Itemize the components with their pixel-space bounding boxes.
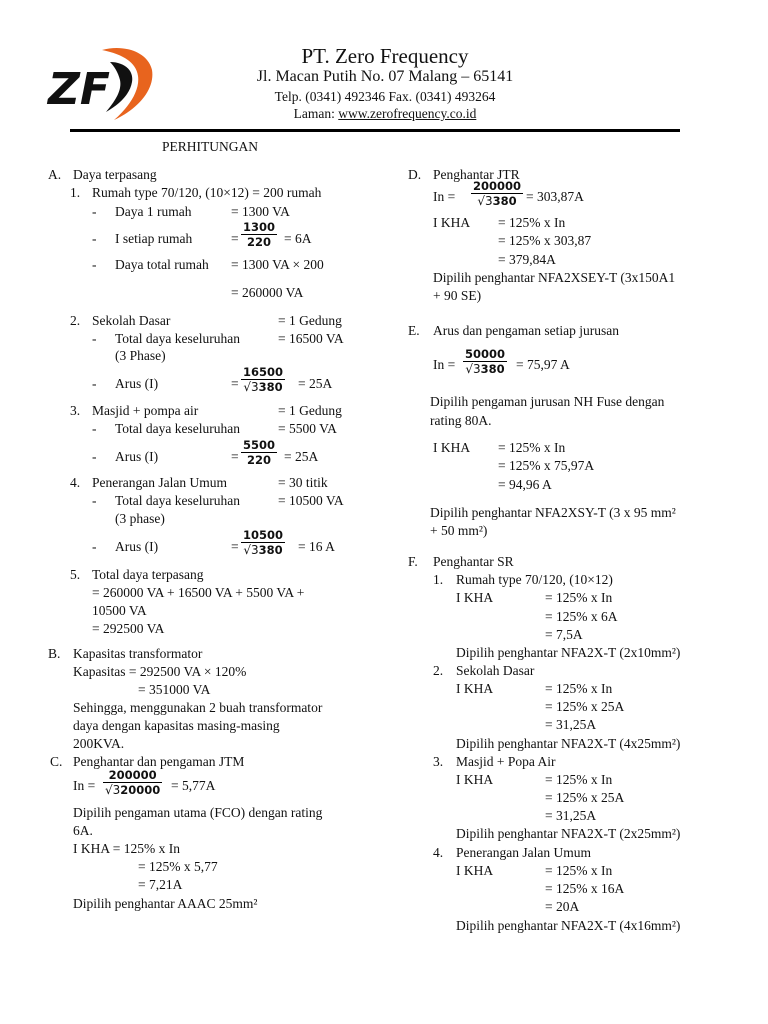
fraction-numerator: 10500 [243, 528, 284, 542]
section-b-title: Kapasitas transformator [73, 646, 203, 661]
a1-total-result: = 260000 VA [231, 285, 304, 300]
logo-text: ZF [48, 64, 110, 115]
f4-pick: Dipilih penghantar NFA2X-T (4x16mm²) [456, 918, 681, 933]
b-line-4: daya dengan kapasitas masing-masing [73, 718, 280, 733]
a2-quantity: = 1 Gedung [278, 313, 342, 328]
b-line-5: 200KVA. [73, 736, 125, 751]
section-f-title: Penghantar SR [433, 554, 514, 569]
f2-kha-label: I KHA [456, 681, 494, 696]
a3-quantity: = 1 Gedung [278, 403, 342, 418]
f3-kha-label: I KHA [456, 772, 494, 787]
section-a-title: Daya terpasang [73, 167, 157, 182]
a3-number: 3. [70, 403, 81, 418]
bullet-dash: - [92, 421, 97, 436]
c-line-2: 6A. [73, 823, 93, 838]
f2-number: 2. [433, 663, 444, 678]
a4-arus-label: Arus (I) [115, 539, 159, 554]
d-in-fraction [471, 179, 523, 209]
a4-number: 4. [70, 475, 81, 490]
laman-label: Laman: [293, 106, 335, 121]
company-logo [44, 42, 156, 126]
company-name: PT. Zero Frequency [301, 44, 469, 68]
fraction-denominator: √3380 [465, 362, 505, 376]
f3-title: Masjid + Popa Air [456, 754, 556, 769]
a2-arus-fraction [241, 365, 285, 395]
equals-sign: = [231, 449, 239, 464]
e-line-3: Dipilih penghantar NFA2XSY-T (3 x 95 mm² [430, 505, 676, 520]
fraction-denominator: √3380 [477, 194, 517, 208]
a3-arus-result: = 25A [284, 449, 319, 464]
f3-pick: Dipilih penghantar NFA2X-T (2x25mm²) [456, 826, 681, 841]
bullet-dash: - [92, 257, 97, 272]
d-line-2: + 90 SE) [433, 288, 482, 303]
c-line-1: Dipilih pengaman utama (FCO) dengan rating [73, 805, 323, 820]
c-in-label: In = [73, 778, 96, 793]
d-line-1: Dipilih penghantar NFA2XSEY-T (3x150A1 [433, 270, 676, 285]
a1-arus-result: = 6A [284, 231, 312, 246]
fraction-denominator: 220 [247, 235, 272, 249]
f4-kha-2: = 125% x 16A [545, 881, 625, 896]
equals-sign: = [231, 376, 239, 391]
section-e-letter: E. [408, 323, 420, 338]
bullet-dash: - [92, 231, 97, 246]
fraction-numerator: 1300 [243, 220, 276, 234]
a4-title: Penerangan Jalan Umum [92, 475, 227, 490]
section-f-letter: F. [408, 554, 418, 569]
c-in-result: = 5,77A [171, 778, 216, 793]
a3-arus-fraction [241, 438, 277, 468]
a4-total-value: = 10500 VA [278, 493, 344, 508]
f4-kha-label: I KHA [456, 863, 494, 878]
d-in-label: In = [433, 189, 456, 204]
fraction-numerator: 5500 [243, 438, 276, 452]
fraction-numerator: 200000 [473, 179, 522, 193]
e-line-1: Dipilih pengaman jurusan NH Fuse dengan [430, 394, 665, 409]
a2-total-label: Total daya keseluruhan [115, 331, 241, 346]
f4-kha-1: = 125% x In [545, 863, 613, 878]
e-kha-3: = 94,96 A [498, 477, 552, 492]
a4-phase-note: (3 phase) [115, 511, 165, 526]
a5-number: 5. [70, 567, 81, 582]
a1-number: 1. [70, 185, 81, 200]
b-line-2: = 351000 VA [138, 682, 211, 697]
a1-daya-value: = 1300 VA [231, 204, 290, 219]
f4-title: Penerangan Jalan Umum [456, 845, 591, 860]
f3-kha-2: = 125% x 25A [545, 790, 625, 805]
section-c-title: Penghantar dan pengaman JTM [73, 754, 245, 769]
fraction-denominator: 220 [247, 453, 272, 467]
e-kha-label: I KHA [433, 440, 471, 455]
e-in-result: = 75,97 A [516, 357, 570, 372]
f1-pick: Dipilih penghantar NFA2X-T (2x10mm²) [456, 645, 681, 660]
a2-total-value: = 16500 VA [278, 331, 344, 346]
f1-kha-1: = 125% x In [545, 590, 613, 605]
f3-number: 3. [433, 754, 444, 769]
a5-line-1: = 260000 VA + 16500 VA + 5500 VA + [92, 585, 305, 600]
company-phone: Telp. (0341) 492346 Fax. (0341) 493264 [274, 89, 496, 104]
f3-kha-1: = 125% x In [545, 772, 613, 787]
equals-sign: = [231, 231, 239, 246]
c-line-3: I KHA = 125% x In [73, 841, 180, 856]
section-c-letter: C. [50, 754, 63, 769]
fraction-denominator: √3380 [243, 380, 283, 394]
bullet-dash: - [92, 204, 97, 219]
e-kha-1: = 125% x In [498, 440, 566, 455]
section-a-letter: A. [48, 167, 62, 182]
c-line-6: Dipilih penghantar AAAC 25mm² [73, 896, 258, 911]
d-kha-label: I KHA [433, 215, 471, 230]
f4-number: 4. [433, 845, 444, 860]
d-kha-2: = 125% x 303,87 [498, 233, 592, 248]
bullet-dash: - [92, 539, 97, 554]
section-d-letter: D. [408, 167, 422, 182]
e-in-label: In = [433, 357, 456, 372]
a1-arus-fraction [241, 220, 277, 250]
c-in-fraction [103, 768, 162, 798]
b-line-1: Kapasitas = 292500 VA × 120% [73, 664, 247, 679]
d-in-result: = 303,87A [526, 189, 584, 204]
bullet-dash: - [92, 449, 97, 464]
section-b-letter: B. [48, 646, 61, 661]
f2-pick: Dipilih penghantar NFA2X-T (4x25mm²) [456, 736, 681, 751]
a1-arus-label: I setiap rumah [115, 231, 193, 246]
bullet-dash: - [92, 331, 97, 346]
bullet-dash: - [92, 376, 97, 391]
a3-arus-label: Arus (I) [115, 449, 159, 464]
a1-daya-label: Daya 1 rumah [115, 204, 192, 219]
fraction-denominator: √320000 [105, 783, 161, 797]
a2-number: 2. [70, 313, 81, 328]
c-line-4: = 125% x 5,77 [138, 859, 218, 874]
a4-quantity: = 30 titik [278, 475, 328, 490]
company-web [230, 106, 540, 122]
a4-arus-fraction [241, 528, 285, 558]
a4-total-label: Total daya keseluruhan [115, 493, 241, 508]
e-in-fraction [463, 347, 507, 377]
a3-total-value: = 5500 VA [278, 421, 337, 436]
c-line-5: = 7,21A [138, 877, 183, 892]
fraction-numerator: 200000 [103, 768, 162, 783]
a4-arus-result: = 16 A [298, 539, 335, 554]
f1-number: 1. [433, 572, 444, 587]
f1-kha-label: I KHA [456, 590, 494, 605]
a2-title: Sekolah Dasar [92, 313, 171, 328]
e-line-2: rating 80A. [430, 413, 492, 428]
f3-kha-3: = 31,25A [545, 808, 597, 823]
a2-phase-note: (3 Phase) [115, 348, 166, 363]
a5-line-2: 10500 VA [92, 603, 147, 618]
a3-total-label: Total daya keseluruhan [115, 421, 241, 436]
a5-line-3: = 292500 VA [92, 621, 165, 636]
e-line-4: + 50 mm²) [430, 523, 488, 538]
d-kha-1: = 125% x In [498, 215, 566, 230]
b-line-3: Sehingga, menggunakan 2 buah transformator [73, 700, 323, 715]
bullet-dash: - [92, 493, 97, 508]
a3-title: Masjid + pompa air [92, 403, 199, 418]
website-link[interactable]: www.zerofrequency.co.id [338, 106, 477, 121]
f2-kha-3: = 31,25A [545, 717, 597, 732]
header-divider [70, 129, 680, 132]
f2-title: Sekolah Dasar [456, 663, 535, 678]
f1-kha-3: = 7,5A [545, 627, 583, 642]
company-address: Jl. Macan Putih No. 07 Malang – 65141 [256, 68, 514, 85]
f4-kha-3: = 20A [545, 899, 580, 914]
section-d-title: Penghantar JTR [433, 167, 520, 182]
a1-total-value: = 1300 VA × 200 [231, 257, 324, 272]
f1-title: Rumah type 70/120, (10×12) [456, 572, 613, 587]
f2-kha-1: = 125% x In [545, 681, 613, 696]
fraction-numerator: 50000 [465, 347, 506, 361]
f2-kha-2: = 125% x 25A [545, 699, 625, 714]
a5-title: Total daya terpasang [92, 567, 204, 582]
f1-kha-2: = 125% x 6A [545, 609, 618, 624]
equals-sign: = [231, 539, 239, 554]
section-e-title: Arus dan pengaman setiap jurusan [433, 323, 619, 338]
a1-total-label: Daya total rumah [115, 257, 209, 272]
a1-title: Rumah type 70/120, (10×12) = 200 rumah [92, 185, 322, 200]
document-title: PERHITUNGAN [162, 139, 258, 154]
a2-arus-label: Arus (I) [115, 376, 159, 391]
a2-arus-result: = 25A [298, 376, 333, 391]
fraction-numerator: 16500 [243, 365, 284, 379]
d-kha-3: = 379,84A [498, 252, 556, 267]
fraction-denominator: √3380 [243, 543, 283, 557]
e-kha-2: = 125% x 75,97A [498, 458, 595, 473]
